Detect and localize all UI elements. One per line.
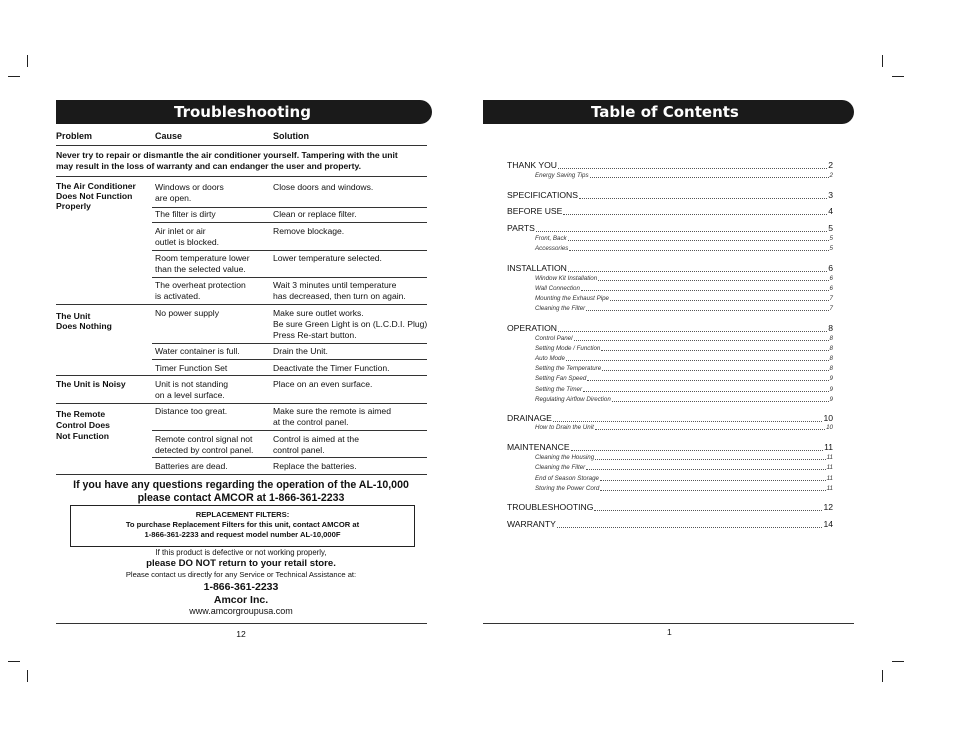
toc-subentry-label: End of Season Storage — [535, 475, 599, 482]
crop-mark — [882, 55, 883, 67]
leader-dots — [557, 526, 823, 528]
solution-cell: Make sure outlet works. Be sure Green Light is on (L.C.D.I. Plug) Press Re-start button. — [273, 308, 428, 340]
toc-entry-page: 14 — [823, 519, 833, 529]
toc-subentry-label: Auto Mode — [535, 355, 565, 362]
solution-cell: Remove blockage. — [273, 226, 345, 236]
box-line: To purchase Replacement Filters for this unit, contact AMCOR at — [125, 520, 360, 529]
phone-number: 1-866-361-2233 — [203, 581, 279, 593]
company-name: Amcor Inc. — [213, 594, 269, 606]
cause-cell: The filter is dirty — [155, 209, 216, 219]
solution-cell: Lower temperature selected. — [273, 253, 382, 263]
toc-page-number: 1 — [667, 627, 672, 637]
website: www.amcorgroupusa.com — [189, 606, 293, 616]
problem-label: The Remote Control Does Not Function — [56, 409, 110, 441]
toc-entry-label: THANK YOU — [507, 160, 557, 170]
toc-entry[interactable] — [507, 502, 833, 513]
contact-line: If you have any questions regarding the operation of the AL-10,000 — [73, 479, 409, 491]
toc-subentry-page: 8 — [829, 355, 833, 362]
footer-rule — [56, 623, 427, 624]
cause-cell: No power supply — [155, 308, 220, 318]
cause-cell: Unit is not standing on a level surface. — [155, 379, 229, 400]
toc-subentry-label: How to Drain the Unit — [535, 424, 594, 431]
leader-dots — [579, 197, 827, 199]
toc-subentry[interactable] — [535, 454, 833, 462]
toc-subentry-page: 6 — [829, 275, 833, 282]
toc-banner — [483, 100, 854, 124]
toc-entry-page: 5 — [828, 223, 833, 233]
cause-cell: Air inlet or air outlet is blocked. — [155, 226, 220, 247]
solution-cell: Clean or replace filter. — [273, 209, 357, 219]
toc-subentry-label: Cleaning the Filter — [535, 305, 586, 312]
warning-text: Never try to repair or dismantle the air conditioner yourself. Tampering with the unit may result in the loss of warranty and can endanger the user and property. — [56, 150, 398, 171]
leader-dots — [568, 270, 827, 272]
solution-cell: Make sure the remote is aimed at the control panel. — [273, 406, 391, 427]
toc-subentry-page: 2 — [829, 172, 833, 179]
solution-cell: Control is aimed at the control panel. — [273, 434, 359, 455]
toc-subentry-page: 9 — [829, 386, 833, 393]
toc-subentry[interactable] — [535, 386, 833, 394]
row-divider — [152, 207, 427, 208]
toc-entry[interactable] — [507, 190, 833, 201]
toc-subentry-page: 9 — [829, 396, 833, 403]
row-divider — [152, 457, 427, 458]
cause-cell: Windows or doors are open. — [155, 182, 224, 203]
toc-subentry[interactable] — [535, 345, 833, 353]
header-problem: Problem — [56, 131, 93, 141]
leader-dots — [566, 359, 829, 361]
toc-subentry-label: Storing the Power Cord — [535, 485, 600, 492]
leader-dots — [558, 167, 827, 169]
leader-dots — [587, 379, 828, 381]
toc-entry-label: PARTS — [507, 223, 535, 233]
toc-subentry-label: Setting Fan Speed — [535, 375, 587, 382]
toc-subentry-page: 8 — [829, 335, 833, 342]
solution-cell: Close doors and windows. — [273, 182, 374, 192]
toc-subentry-page: 8 — [829, 365, 833, 372]
toc-entry-label: SPECIFICATIONS — [507, 190, 578, 200]
leader-dots — [586, 468, 825, 470]
crop-mark — [27, 670, 28, 682]
toc-subentry[interactable] — [535, 335, 833, 343]
solution-cell: Drain the Unit. — [273, 346, 328, 356]
toc-subentry-label: Setting Mode / Function — [535, 345, 601, 352]
crop-mark — [8, 76, 20, 77]
toc-entry-label: INSTALLATION — [507, 263, 567, 273]
toc-subentry[interactable] — [535, 285, 833, 293]
defect-line: If this product is defective or not working properly, — [155, 548, 327, 557]
solution-cell: Place on an even surface. — [273, 379, 373, 389]
toc-subentry-label: Cleaning the Filter — [535, 464, 586, 471]
toc-subentry-label: Wall Connection — [535, 285, 580, 292]
contact-line: please contact AMCOR at 1-866-361-2233 — [137, 492, 345, 504]
toc-subentry[interactable] — [535, 365, 833, 373]
toc-subentry-label: Setting the Timer — [535, 386, 583, 393]
toc-subentry-page: 11 — [826, 454, 833, 461]
toc-subentry-label: Setting the Temperature — [535, 365, 602, 372]
toc-subentry-page: 7 — [829, 305, 833, 312]
toc-subentry-page: 11 — [826, 485, 833, 492]
toc-entry[interactable] — [507, 206, 833, 217]
row-divider — [152, 359, 427, 360]
footer-rule — [483, 623, 854, 624]
cause-cell: The overheat protection is activated. — [155, 280, 246, 301]
leader-dots — [571, 449, 824, 451]
toc-subentry[interactable] — [535, 485, 833, 493]
cause-cell: Room temperature lower than the selected value. — [155, 253, 250, 274]
toc-entry[interactable] — [507, 223, 833, 234]
solution-cell: Replace the batteries. — [273, 461, 357, 471]
toc-subentry-label: Energy Saving Tips — [535, 172, 589, 179]
cause-cell: Remote control signal not detected by control panel. — [155, 434, 254, 455]
row-divider — [152, 250, 427, 251]
page-number: 12 — [236, 629, 246, 639]
toc-subentry-label: Window Kit Installation — [535, 275, 598, 282]
toc-entry-label: WARRANTY — [507, 519, 556, 529]
crop-mark — [882, 670, 883, 682]
leader-dots — [612, 400, 829, 402]
toc-subentry[interactable] — [535, 475, 833, 483]
toc-subentry[interactable] — [535, 305, 833, 313]
toc-entry-page: 12 — [823, 502, 833, 512]
solution-cell: Wait 3 minutes until temperature has decreased, then turn on again. — [273, 280, 406, 301]
toc-entry[interactable] — [507, 413, 833, 424]
toc-subentry-page: 10 — [826, 424, 833, 431]
do-not-return: please DO NOT return to your retail store. — [146, 558, 336, 569]
box-line: 1-866-361-2233 and request model number AL-10,000F — [144, 530, 341, 539]
leader-dots — [601, 349, 828, 351]
cause-cell: Water container is full. — [155, 346, 240, 356]
toc-subentry-page: 6 — [829, 285, 833, 292]
divider — [56, 145, 427, 146]
toc-entry[interactable] — [507, 323, 833, 334]
toc-entry-label: MAINTENANCE — [507, 442, 570, 452]
toc-entry-page: 6 — [828, 263, 833, 273]
toc-entry-page: 4 — [828, 206, 833, 216]
problem-label: The Unit Does Nothing — [56, 311, 112, 331]
toc-subentry-label: Mounting the Exhaust Pipe — [535, 295, 609, 302]
toc-entry-label: DRAINAGE — [507, 413, 552, 423]
toc-subentry[interactable] — [535, 424, 833, 432]
leader-dots — [569, 249, 828, 251]
toc-entry-label: TROUBLESHOOTING — [507, 502, 594, 512]
crop-mark — [892, 76, 904, 77]
toc-subentry-label: Cleaning the Housing — [535, 454, 595, 461]
leader-dots — [600, 479, 826, 481]
toc-subentry[interactable] — [535, 235, 833, 243]
toc-subentry[interactable] — [535, 245, 833, 253]
toc-subentry-label: Accessories — [535, 245, 569, 252]
leader-dots — [563, 213, 827, 215]
row-divider — [152, 222, 427, 223]
leader-dots — [553, 420, 823, 422]
toc-subentry-page: 9 — [829, 375, 833, 382]
cause-cell: Batteries are dead. — [155, 461, 228, 471]
crop-mark — [8, 661, 20, 662]
toc-subentry-page: 5 — [829, 245, 833, 252]
toc-title: Table of Contents — [591, 103, 739, 121]
divider — [56, 375, 427, 376]
leader-dots — [583, 390, 828, 392]
toc-entry-page: 8 — [828, 323, 833, 333]
leader-dots — [610, 299, 829, 301]
leader-dots — [581, 289, 829, 291]
toc-subentry[interactable] — [535, 396, 833, 404]
toc-subentry-page: 5 — [829, 235, 833, 242]
toc-subentry[interactable] — [535, 295, 833, 303]
toc-entry[interactable] — [507, 519, 833, 530]
cause-cell: Distance too great. — [155, 406, 228, 416]
toc-subentry-page: 11 — [826, 464, 833, 471]
toc-entry[interactable] — [507, 160, 833, 171]
header-solution: Solution — [273, 131, 309, 141]
box-title: REPLACEMENT FILTERS: — [195, 510, 290, 519]
toc-subentry-page: 8 — [829, 345, 833, 352]
leader-dots — [574, 339, 829, 341]
toc-subentry[interactable] — [535, 375, 833, 383]
toc-entry-page: 10 — [823, 413, 833, 423]
leader-dots — [595, 458, 825, 460]
problem-label: The Unit is Noisy — [56, 379, 126, 389]
toc-entry-page: 11 — [824, 442, 833, 452]
toc-entry-label: BEFORE USE — [507, 206, 563, 216]
toc-subentry[interactable] — [535, 172, 833, 180]
leader-dots — [590, 176, 829, 178]
page-title: Troubleshooting — [174, 103, 311, 121]
leader-dots — [536, 230, 827, 232]
toc-subentry-page: 7 — [829, 295, 833, 302]
contact-direct: Please contact us directly for any Service or Technical Assistance at: — [125, 570, 357, 579]
divider — [56, 474, 427, 475]
toc-entry-page: 3 — [828, 190, 833, 200]
toc-subentry-label: Regulating Airflow Direction — [535, 396, 611, 403]
leader-dots — [568, 239, 829, 241]
crop-mark — [27, 55, 28, 67]
toc-entry[interactable] — [507, 442, 833, 453]
crop-mark — [892, 661, 904, 662]
row-divider — [152, 430, 427, 431]
leader-dots — [586, 309, 828, 311]
toc-subentry[interactable] — [535, 275, 833, 283]
divider — [56, 176, 427, 177]
troubleshooting-banner — [56, 100, 432, 124]
toc-subentry[interactable] — [535, 355, 833, 363]
toc-entry-label: OPERATION — [507, 323, 557, 333]
toc-entry-page: 2 — [828, 160, 833, 170]
toc-subentry-label: Front, Back — [535, 235, 567, 242]
leader-dots — [558, 330, 827, 332]
leader-dots — [602, 369, 828, 371]
toc-subentry-label: Control Panel — [535, 335, 573, 342]
problem-label: The Air Conditioner Does Not Function Properly — [56, 181, 136, 211]
solution-cell: Deactivate the Timer Function. — [273, 363, 390, 373]
toc-subentry-page: 11 — [826, 475, 833, 482]
leader-dots — [595, 428, 825, 430]
row-divider — [152, 343, 427, 344]
leader-dots — [594, 509, 822, 511]
leader-dots — [598, 279, 828, 281]
leader-dots — [600, 489, 825, 491]
row-divider — [152, 277, 427, 278]
header-cause: Cause — [155, 131, 183, 141]
toc-subentry[interactable] — [535, 464, 833, 472]
divider — [56, 403, 427, 404]
divider — [56, 304, 427, 305]
toc-entry[interactable] — [507, 263, 833, 274]
cause-cell: Timer Function Set — [155, 363, 228, 373]
